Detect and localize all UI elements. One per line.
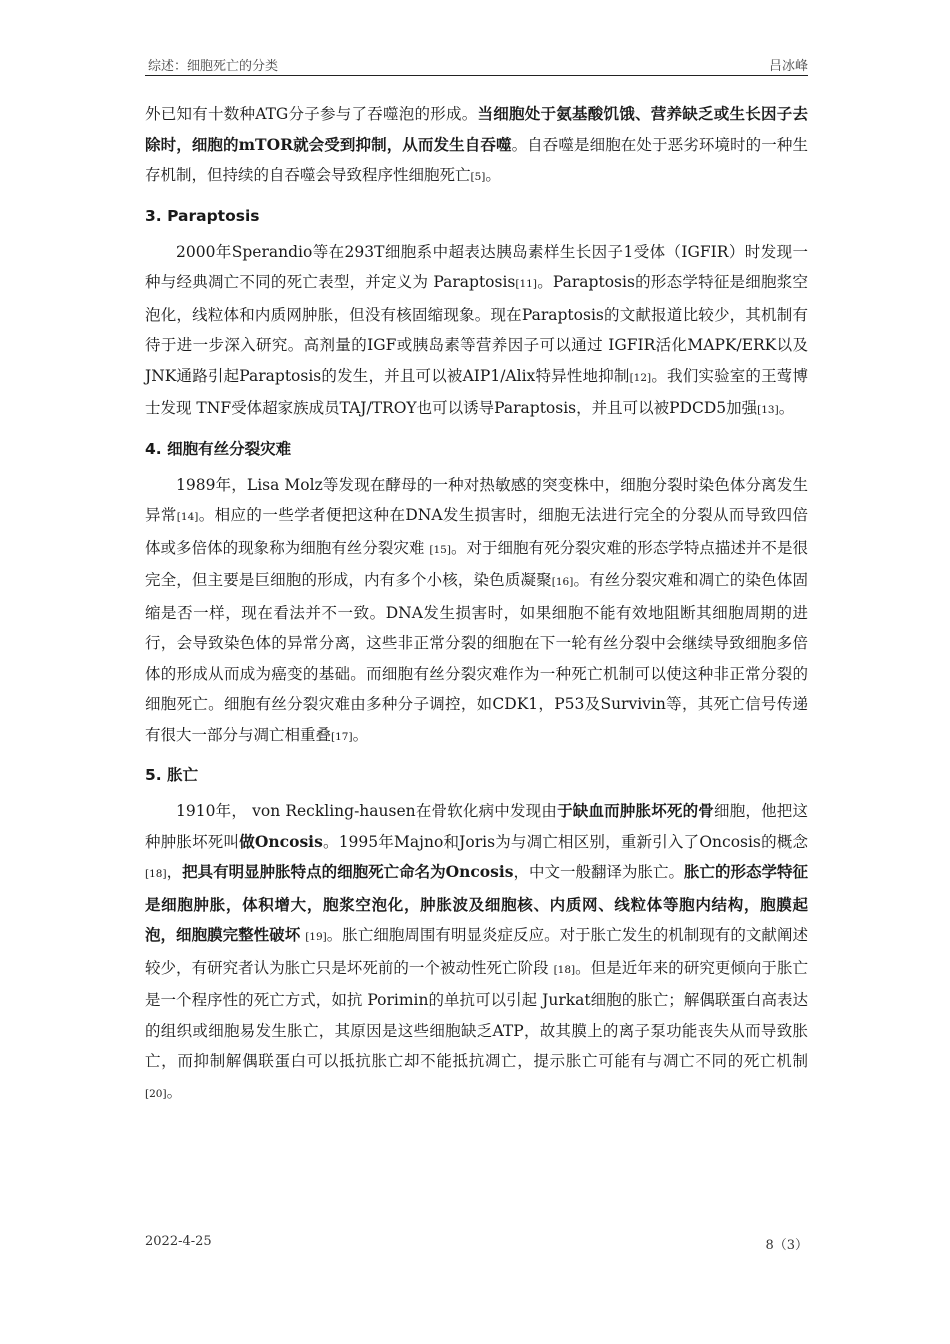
paragraph-oncosis xyxy=(145,796,808,1109)
bold-run: 把具有明显肿胀特点的细胞死亡命名为Oncosis xyxy=(182,862,514,881)
citation: [18] xyxy=(553,963,576,976)
text-run: 。有丝分裂灾难和凋亡的染色体固缩是否一样，现在看法并不一致。DNA发生损害时，如果细胞不能有效地阻断其细胞周期的进行，会导致染色体的异常分离，这些非正常分裂的细胞在下一轮有丝分裂中会继续导致细胞多倍体的形成从而成为癌变的基础。而细胞有丝分裂灾难作为一种死亡机制可以使这种非正常分裂的细胞死亡。细胞有丝分裂灾难由多种分子调控，如CDK1，P53及Survivin等，其死亡信号传递有很大一部分与凋亡相重叠 xyxy=(145,571,808,744)
bold-run: 当细胞处于氨基酸饥饿、营养缺乏或生长因子去除时，细胞的mTOR就会受到抑制，从而发生自吞噬 xyxy=(145,104,808,154)
text-run: 。自吞噬是细胞在处于恶劣环境时的一种生存机制，但持续的自吞噬会导致程序性细胞死亡 xyxy=(145,135,808,184)
citation: [14] xyxy=(176,511,199,523)
text-run: 1910年， von Reckling-hausen在骨软化病中发现由 xyxy=(176,802,558,820)
text-run: 。 xyxy=(778,399,795,417)
citation: [13] xyxy=(757,404,779,416)
citation: [16] xyxy=(551,576,574,588)
text-run: 。 xyxy=(485,166,501,184)
text-run: 。我们实验室的王莺博士发现 TNF受体超家族成员TAJ/TROY也可以诱导Paraptosis，并且可以被PDCD5加强 xyxy=(145,366,808,417)
paragraph-paraptosis xyxy=(145,237,808,426)
text-run: 。1995年Majno和Joris为与凋亡相区别，重新引入了Oncosis的概念 xyxy=(322,832,808,851)
citation: [20] xyxy=(145,1087,167,1100)
citation: [17] xyxy=(331,730,353,743)
text-run: 1989年，Lisa Molz等发现在酵母的一种对热敏感的突变株中，细胞分裂时染色体分离发生异常 xyxy=(145,475,808,524)
footer-page-number: 8（3） xyxy=(765,1238,808,1253)
document-body xyxy=(145,99,808,1109)
footer-date: 2022-4-25 xyxy=(145,1234,212,1249)
text-run: 。但是近年来的研究更倾向于胀亡是一个程序性的死亡方式，如抗 Porimin的单抗可以引起 Jurkat细胞的胀亡；解偶联蛋白高表达的组织或细胞易发生胀亡，其原因是这些细胞缺乏ATP，故其膜上的离子泵功能丧失从而导致胀亡，而抑制解偶联蛋白可以抵抗胀亡却不能抵抗凋亡，提示胀亡可能有与凋亡不同的死亡机制 xyxy=(145,958,808,1070)
text-run: 外已知有十数种ATG分子参与了吞噬泡的形成。 xyxy=(145,105,478,123)
citation: [18] xyxy=(145,868,167,880)
citation: [19] xyxy=(305,931,327,943)
bold-run: 做Oncosis xyxy=(239,831,323,851)
text-run: 。Paraptosis的形态学特征是细胞浆空泡化，线粒体和内质网肿胀，但没有核固缩现象。现在Paraptosis的文献报道比较少，其机制有待于进一步深入研究。高剂量的IGF或胰岛素等营养因子可以通过 IGFIR活化MAPK/ERK以及JNK通路引起Paraptosis的发生，并且可以被AIP1/Alix特异性地抑制 xyxy=(145,273,808,385)
paragraph-mitotic-catastrophe xyxy=(145,470,808,753)
header-author: 吕冰峰 xyxy=(768,59,808,74)
header-title: 综述：细胞死亡的分类 xyxy=(148,59,279,74)
text-run: ，中文一般翻译为胀亡。 xyxy=(513,863,684,881)
text-run: 。 xyxy=(352,725,369,744)
text-run: 。相应的一些学者便把这种在DNA发生损害时，细胞无法进行完全的分裂从而导致四倍体或多倍体的现象称为细胞有丝分裂灾难 xyxy=(145,506,808,557)
citation: [5] xyxy=(470,171,486,183)
text-run: 。 xyxy=(166,1082,183,1101)
section-heading-mitotic-catastrophe: 4. 细胞有丝分裂灾难 xyxy=(145,439,292,458)
text-run: 。胀亡细胞周围有明显炎症反应。对于胀亡发生的机制现有的文献阐述较少，有研究者认为胀亡只是坏死前的一个被动性死亡阶段 xyxy=(145,926,808,977)
bold-run: 于缺血而肿胀坏死的骨 xyxy=(557,801,714,820)
citation: [15] xyxy=(429,543,451,556)
citation: [11] xyxy=(515,278,537,290)
text-run: 细胞，他把这种肿胀坏死叫 xyxy=(145,802,808,851)
text-run: ， xyxy=(166,863,183,881)
page-header xyxy=(145,55,808,76)
section-heading-oncosis: 5. 胀亡 xyxy=(145,766,199,784)
text-run: 。对于细胞有死分裂灾难的形态学特点描述并不是很完全，但主要是巨细胞的形成，内有多个小核，染色质凝聚 xyxy=(145,538,808,589)
paragraph-autophagy-end xyxy=(145,99,808,193)
citation: [12] xyxy=(629,371,652,384)
text-run: 2000年Sperandio等在293T细胞系中超表达胰岛素样生长因子1受体（IGFIR）时发现一种与经典凋亡不同的死亡表型，并定义为 Paraptosis xyxy=(145,242,808,291)
bold-run: 胀亡的形态学特征是细胞肿胀，体积增大，胞浆空泡化，肿胀波及细胞核、内质网、线粒体等胞内结构，胞膜起泡，细胞膜完整性破坏 xyxy=(145,862,808,944)
section-heading-paraptosis: 3. Paraptosis xyxy=(145,206,260,225)
